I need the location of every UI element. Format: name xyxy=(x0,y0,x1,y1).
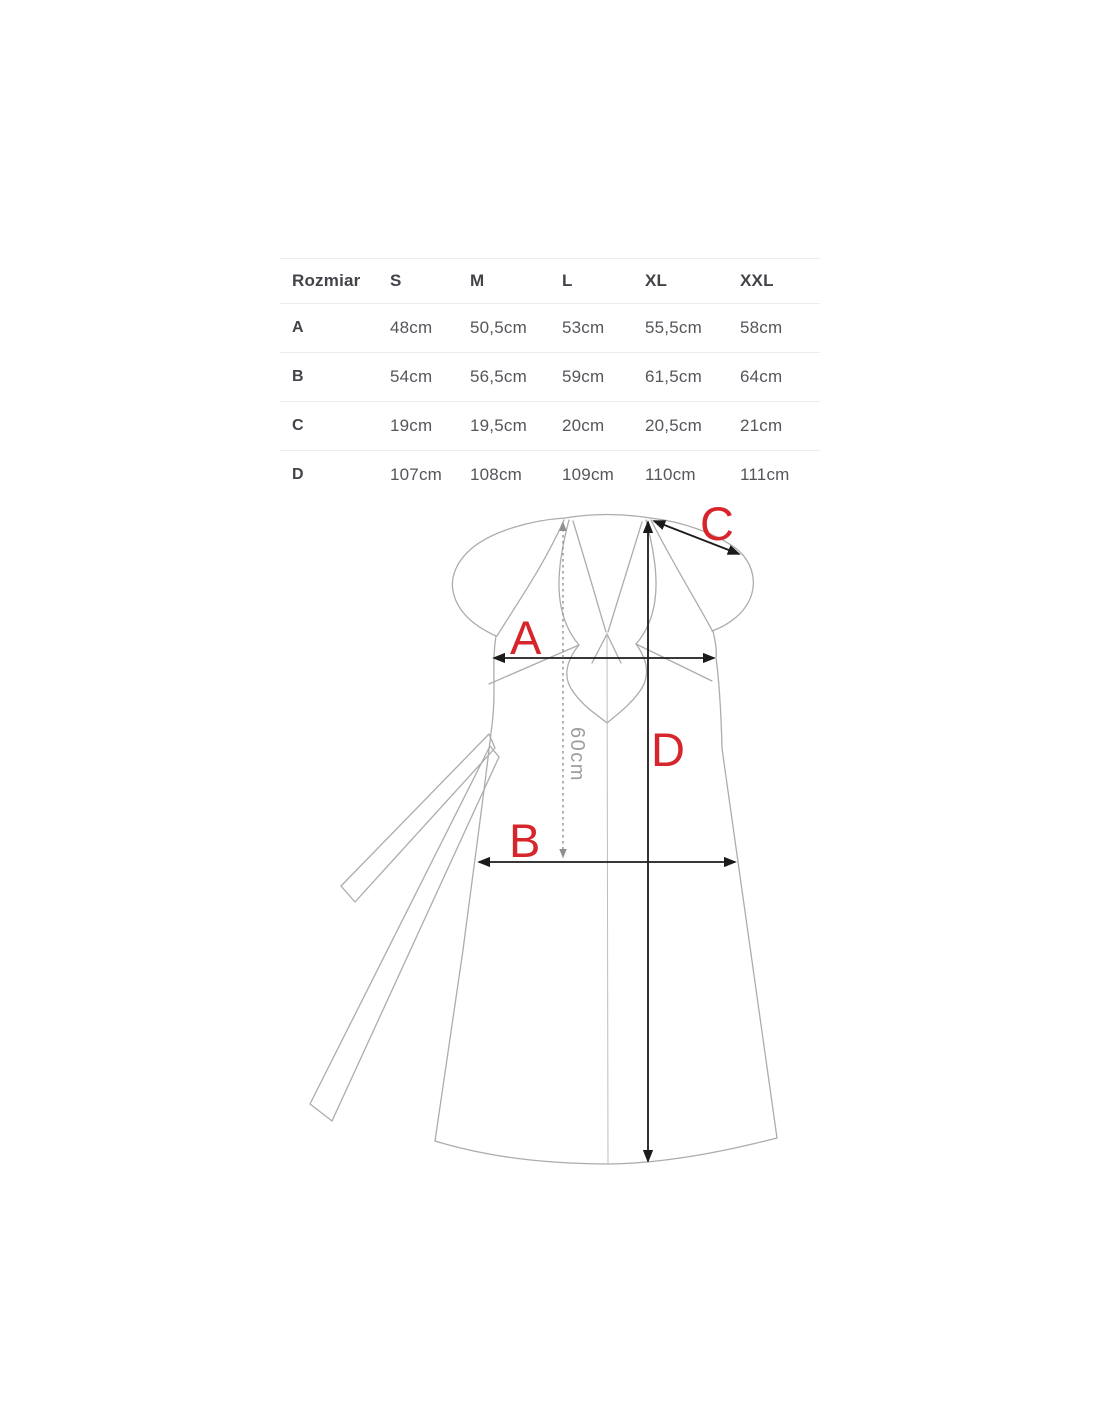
size-value: 58cm xyxy=(740,318,783,337)
size-value: 20,5cm xyxy=(645,416,702,435)
size-value: 64cm xyxy=(740,367,783,386)
column-header-l: L xyxy=(562,271,573,290)
dress-sketch xyxy=(310,515,777,1165)
neck-v-left xyxy=(573,521,606,632)
row-label-a: A xyxy=(292,319,304,336)
row-label-b: B xyxy=(292,368,304,385)
size-value: 109cm xyxy=(562,465,615,484)
left-lapel-edge xyxy=(559,520,579,645)
size-value: 19cm xyxy=(390,416,433,435)
size-value: 48cm xyxy=(390,318,433,337)
column-header-rozmiar: Rozmiar xyxy=(292,271,361,290)
size-value: 56,5cm xyxy=(470,367,527,386)
column-header-xl: XL xyxy=(645,271,668,290)
measurement-labels xyxy=(509,497,734,867)
row-label-d: D xyxy=(292,466,304,483)
measure-label-b: B xyxy=(509,814,541,867)
belt-tie-short xyxy=(341,734,495,902)
back-neckline xyxy=(565,515,650,519)
row-label-c: C xyxy=(292,417,304,434)
neck-v-right xyxy=(608,522,642,632)
size-value: 111cm xyxy=(740,465,790,484)
measure-label-d: D xyxy=(651,723,685,776)
size-value: 54cm xyxy=(390,367,433,386)
column-header-s: S xyxy=(390,271,402,290)
size-value: 110cm xyxy=(645,465,696,484)
right-side-seam xyxy=(713,631,777,1138)
size-value: 21cm xyxy=(740,416,783,435)
measure-label-a: A xyxy=(510,611,542,664)
left-side-seam xyxy=(435,636,496,1141)
column-header-m: M xyxy=(470,271,485,290)
length-note-label: 60cm xyxy=(566,727,588,782)
size-value: 61,5cm xyxy=(645,367,702,386)
right-lapel-edge xyxy=(636,520,656,644)
center-front-line xyxy=(607,634,608,1164)
measure-label-c: C xyxy=(700,497,734,550)
size-value: 19,5cm xyxy=(470,416,527,435)
size-value: 107cm xyxy=(390,465,443,484)
size-value: 59cm xyxy=(562,367,605,386)
size-value: 50,5cm xyxy=(470,318,527,337)
size-value: 53cm xyxy=(562,318,605,337)
size-value: 55,5cm xyxy=(645,318,702,337)
size-value: 108cm xyxy=(470,465,523,484)
column-header-xxl: XXL xyxy=(740,271,774,290)
belt-tie-long xyxy=(310,746,499,1121)
hem-line xyxy=(435,1138,777,1164)
size-value: 20cm xyxy=(562,416,605,435)
